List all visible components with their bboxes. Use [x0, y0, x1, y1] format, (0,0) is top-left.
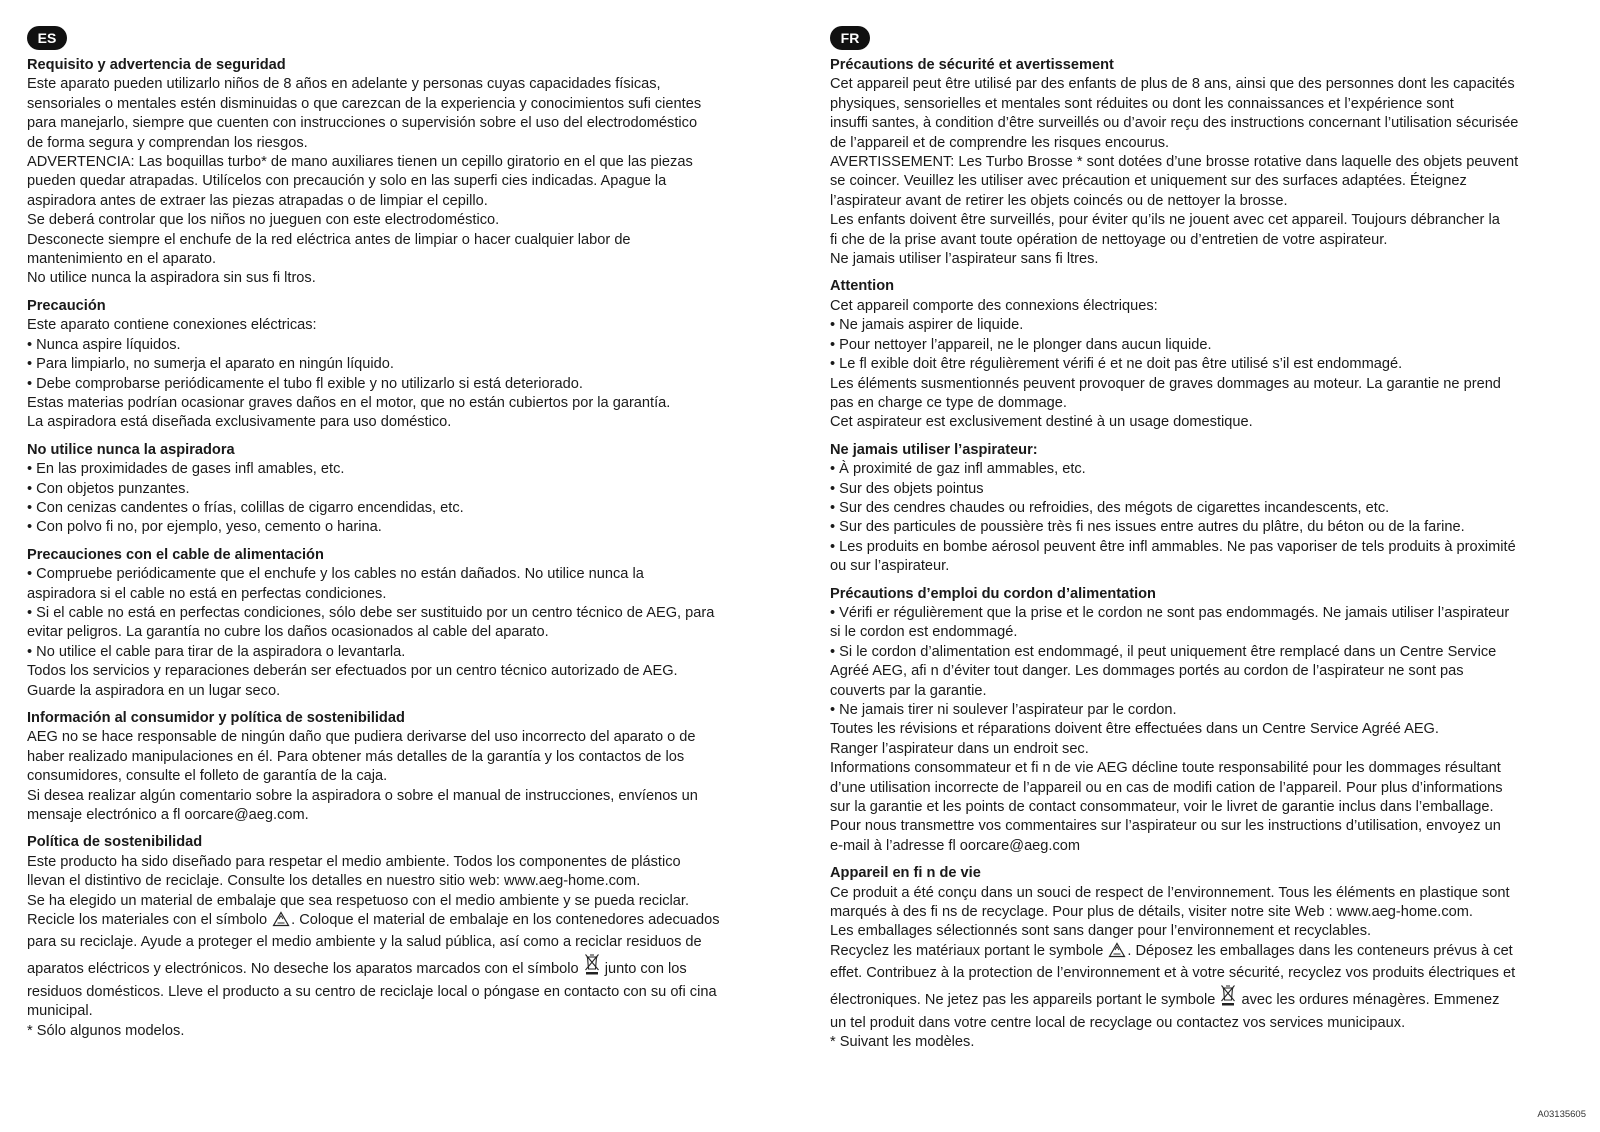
text-line: • Nunca aspire líquidos.	[27, 336, 181, 353]
section-title: Política de sostenibilidad	[27, 834, 203, 851]
section-title: Información al consumidor y política de sostenibilidad	[27, 710, 405, 726]
text-line: Cet appareil comporte des connexions électriques:	[830, 297, 1158, 314]
text-line: Guarde la aspiradora en un lugar seco.	[27, 682, 281, 699]
text-line: • Ne jamais aspirer de liquide.	[830, 317, 1024, 334]
text-line: evitar peligros. La garantía no cubre los daños ocasionados al cable del aparato.	[27, 624, 549, 641]
section-es-caution	[27, 297, 767, 433]
text-line: Cet aspirateur est exclusivement destiné à un usage domestique.	[830, 414, 1253, 431]
section-title: Précautions d’emploi du cordon d’alimentation	[830, 585, 1156, 602]
text-line: para su reciclaje. Ayude a proteger el medio ambiente y la salud pública, así como a reciclar residuos de	[27, 934, 702, 951]
text-line: • À proximité de gaz infl ammables, etc.	[830, 461, 1086, 478]
text-line: de l’appareil et de comprendre les risques encourus.	[830, 134, 1170, 151]
text-line: Toutes les révisions et réparations doivent être effectuées dans un Centre Service Agréé AEG.	[830, 721, 1439, 738]
recycle-icon	[272, 911, 290, 933]
section-title: Requisito y advertencia de seguridad	[27, 57, 286, 73]
section-es-safety	[27, 56, 767, 289]
text-fragment: . Déposez les emballages dans les conteneurs prévus à cet	[1127, 942, 1513, 959]
text-line: • Sur des objets pointus	[830, 480, 984, 497]
section-es-never-use	[27, 441, 767, 538]
text-line: haber realizado manipulaciones en él. Para obtener más detalles de la garantía y los contactos de los	[27, 748, 685, 765]
section-title: Précautions de sécurité et avertissement	[830, 57, 1114, 73]
section-title: Attention	[830, 278, 895, 295]
text-fragment: électroniques. Ne jetez pas les appareils portant le symbole	[830, 991, 1216, 1008]
text-line: Se deberá controlar que los niños no jueguen con este electrodoméstico.	[27, 212, 500, 229]
text-line: Agréé AEG, afi n d’éviter tout danger. Les dommages portés au cordon de l’aspirateur ne sont pas	[830, 663, 1464, 680]
text-line: Desconecte siempre el enchufe de la red eléctrica antes de limpiar o hacer cualquier labor de	[27, 231, 631, 248]
text-line: couverts par la garantie.	[830, 682, 987, 699]
text-line: e-mail à l’adresse fl oorcare@aeg.com	[830, 837, 1081, 854]
text-line: • Con objetos punzantes.	[27, 480, 190, 497]
crossed-bin-icon	[584, 953, 600, 983]
text-line: Todos los servicios y reparaciones deberán ser efectuados por un centro técnico autorizado de AEG.	[27, 663, 678, 680]
text-line: Ne jamais utiliser l’aspirateur sans fi ltres.	[830, 251, 1099, 268]
text-line	[830, 984, 1570, 1014]
text-line: • Vérifi er régulièrement que la prise et le cordon ne sont pas endommagés. Ne jamais utiliser l’aspirateur	[830, 604, 1510, 621]
section-fr-attention	[830, 277, 1570, 432]
text-line: un tel produit dans votre centre local de recyclage ou contactez vos services municipaux.	[830, 1014, 1406, 1031]
text-line: * Suivant les modèles.	[830, 1034, 975, 1051]
text-line: • Debe comprobarse periódicamente el tubo fl exible y no utilizarlo si está deteriorado.	[27, 375, 583, 392]
text-line: aspiradora si el cable no está en perfectas condiciones.	[27, 585, 387, 602]
text-line: • Le fl exible doit être régulièrement vérifi é et ne doit pas être utilisé s’il est endommagé.	[830, 356, 1403, 373]
text-line: Les enfants doivent être surveillés, pour éviter qu’ils ne jouent avec cet appareil. Toujours débrancher la	[830, 212, 1500, 229]
text-line: Este aparato pueden utilizarlo niños de 8 años en adelante y personas cuyas capacidades físicas,	[27, 76, 661, 93]
text-line: Ce produit a été conçu dans un souci de respect de l’environnement. Tous les éléments en plastique sont	[830, 884, 1510, 901]
text-line: No utilice nunca la aspiradora sin sus fi ltros.	[27, 270, 316, 287]
text-line: • No utilice el cable para tirar de la aspiradora o levantarla.	[27, 643, 406, 660]
column-es	[27, 26, 767, 1041]
text-line: marqués à des fi ns de recyclage. Pour plus de détails, visiter notre site Web : www.aeg-home.com.	[830, 904, 1473, 921]
text-line	[830, 942, 1570, 964]
text-line: • Compruebe periódicamente que el enchufe y los cables no están dañados. No utilice nunca la	[27, 566, 644, 583]
text-line: • Si le cordon d’alimentation est endommagé, il peut uniquement être remplacé dans un Centre Service	[830, 643, 1497, 660]
text-line: Les éléments susmentionnés peuvent provoquer de graves dommages au moteur. La garantie ne prend	[830, 375, 1501, 392]
section-es-sustainability	[27, 833, 767, 1041]
text-fragment: junto con los	[604, 960, 687, 977]
language-badge-fr: FR	[830, 26, 870, 50]
text-line: • Les produits en bombe aérosol peuvent être infl ammables. Ne pas vaporiser de tels produits à proximité	[830, 538, 1516, 555]
text-line: municipal.	[27, 1003, 93, 1020]
text-line: l’aspirateur avant de retirer les objets coincés ou de nettoyer la brosse.	[830, 192, 1288, 209]
text-line: Estas materias podrían ocasionar graves daños en el motor, que no están cubiertos por la garantía.	[27, 394, 671, 411]
text-line: si le cordon est endommagé.	[830, 624, 1018, 641]
recycle-icon	[1108, 942, 1126, 964]
text-line: • Con cenizas candentes o frías, colillas de cigarro encendidas, etc.	[27, 499, 464, 516]
text-line: ADVERTENCIA: Las boquillas turbo* de mano auxiliares tienen un cepillo giratorio en el que las piezas	[27, 154, 693, 171]
text-fragment: aparatos eléctricos y electrónicos. No deseche los aparatos marcados con el símbolo	[27, 960, 579, 977]
text-line: fi che de la prise avant toute opération de nettoyage ou d’entretien de votre aspirateur.	[830, 231, 1388, 248]
text-line: de forma segura y comprendan los riesgos.	[27, 134, 308, 151]
text-line: pueden quedar atrapadas. Utilícelos con precaución y solo en las superfi cies indicadas. Apague la	[27, 173, 667, 190]
text-line: pas en charge ce type de dommage.	[830, 394, 1067, 411]
column-fr	[830, 26, 1570, 1053]
text-line	[27, 911, 767, 933]
text-line: • Con polvo fi no, por ejemplo, yeso, cemento o harina.	[27, 519, 382, 536]
text-line: d’une utilisation incorrecte de l’appareil ou en cas de modifi cation de l’appareil. Pour plus d’informations	[830, 779, 1503, 796]
text-fragment: . Coloque el material de embalaje en los contenedores adecuados	[291, 912, 720, 929]
text-line: effet. Contribuez à la protection de l’environnement et à votre sécurité, recyclez vos produits électriques et	[830, 965, 1516, 982]
section-title: Ne jamais utiliser l’aspirateur:	[830, 441, 1038, 458]
text-line: AVERTISSEMENT: Les Turbo Brosse * sont dotées d’une brosse rotative dans laquelle des objets peuvent	[830, 154, 1519, 171]
section-fr-never-use	[830, 441, 1570, 577]
text-fragment: Recyclez les matériaux portant le symbole	[830, 942, 1104, 959]
text-line: • Ne jamais tirer ni soulever l’aspirateur par le cordon.	[830, 702, 1177, 718]
text-line: • Sur des particules de poussière très fi nes issues entre autres du plâtre, du béton ou de la farine.	[830, 519, 1465, 536]
text-line: physiques, sensorielles et mentales sont réduites ou dont les connaissances et l’expérience sont	[830, 95, 1454, 112]
text-line: aspiradora antes de extraer las piezas atrapadas o de limpiar el cepillo.	[27, 192, 488, 209]
text-line: ou sur l’aspirateur.	[830, 558, 950, 575]
text-line: sur la garantie et les points de contact consommateur, voir le livret de garantie inclus dans l’emballage.	[830, 799, 1494, 816]
text-line: Informations consommateur et fi n de vie AEG décline toute responsabilité pour les dommages résultant	[830, 760, 1501, 777]
text-line: • Sur des cendres chaudes ou refroidies, des mégots de cigarettes incandescents, etc.	[830, 499, 1390, 516]
text-line: La aspiradora está diseñada exclusivamente para uso doméstico.	[27, 414, 452, 431]
text-line: para manejarlo, siempre que cuenten con instrucciones o supervisión sobre el uso del electrodoméstico	[27, 115, 698, 132]
text-line: AEG no se hace responsable de ningún daño que pudiera derivarse del uso incorrecto del aparato o de	[27, 729, 696, 746]
section-fr-end-of-life	[830, 864, 1570, 1052]
section-es-consumer-info	[27, 709, 767, 825]
section-fr-safety	[830, 56, 1570, 269]
section-title: Appareil en fi n de vie	[830, 865, 981, 882]
text-line: Cet appareil peut être utilisé par des enfants de plus de 8 ans, ainsi que des personnes dont les capacités	[830, 76, 1515, 93]
document-code: A03135605	[1537, 1109, 1586, 1120]
text-line: * Sólo algunos modelos.	[27, 1022, 185, 1039]
text-line: Este producto ha sido diseñado para respetar el medio ambiente. Todos los componentes de plástico	[27, 853, 681, 870]
text-line: Pour nous transmettre vos commentaires sur l’aspirateur ou sur les instructions d’utilisation, envoyez un	[830, 818, 1501, 835]
text-line: mantenimiento en el aparato.	[27, 251, 217, 268]
text-line: residuos domésticos. Lleve el producto a su centro de reciclaje local o póngase en contacto con su ofi cina	[27, 983, 717, 1000]
text-line: se coincer. Veuillez les utiliser avec précaution et uniquement sur des surfaces adaptées. Éteignez	[830, 173, 1467, 190]
crossed-bin-icon	[1220, 984, 1236, 1014]
section-es-cable	[27, 546, 767, 701]
text-fragment: Recicle los materiales con el símbolo	[27, 912, 268, 929]
text-line: • Para limpiarlo, no sumerja el aparato en ningún líquido.	[27, 356, 394, 373]
text-line: llevan el distintivo de reciclaje. Consulte los detalles en nuestro sitio web: www.aeg-home.com.	[27, 873, 641, 890]
section-fr-cable	[830, 585, 1570, 857]
section-title: Precauciones con el cable de alimentación	[27, 546, 324, 563]
text-line: consumidores, consulte el folleto de garantía de la caja.	[27, 768, 388, 785]
text-line: • Pour nettoyer l’appareil, ne le plonger dans aucun liquide.	[830, 336, 1212, 353]
section-title: Precaución	[27, 297, 106, 314]
text-line: Ranger l’aspirateur dans un endroit sec.	[830, 740, 1089, 757]
section-title: No utilice nunca la aspiradora	[27, 441, 235, 458]
text-line: insuffi santes, à condition d’être surveillés ou d’avoir reçu des instructions concernant l’utilisation sécurisée	[830, 115, 1519, 132]
text-line: Les emballages sélectionnés sont sans danger pour l’environnement et recyclables.	[830, 923, 1372, 940]
text-line: Si desea realizar algún comentario sobre la aspiradora o sobre el manual de instrucciones, envíenos un	[27, 787, 698, 804]
text-line: Este aparato contiene conexiones eléctricas:	[27, 317, 317, 334]
text-line: sensoriales o mentales estén disminuidas o que carezcan de la experiencia y conocimientos sufi cientes	[27, 95, 702, 112]
text-line	[27, 953, 767, 983]
language-badge-es: ES	[27, 26, 67, 50]
text-line: • Si el cable no está en perfectas condiciones, sólo debe ser sustituido por un centro técnico de AEG, para	[27, 604, 715, 621]
text-line: • En las proximidades de gases infl amables, etc.	[27, 461, 345, 478]
text-fragment: avec les ordures ménagères. Emmenez	[1241, 991, 1500, 1008]
text-line: mensaje electrónico a fl oorcare@aeg.com.	[27, 807, 309, 824]
text-line: Se ha elegido un material de embalaje que sea respetuoso con el medio ambiente y se pueda reciclar.	[27, 892, 689, 909]
